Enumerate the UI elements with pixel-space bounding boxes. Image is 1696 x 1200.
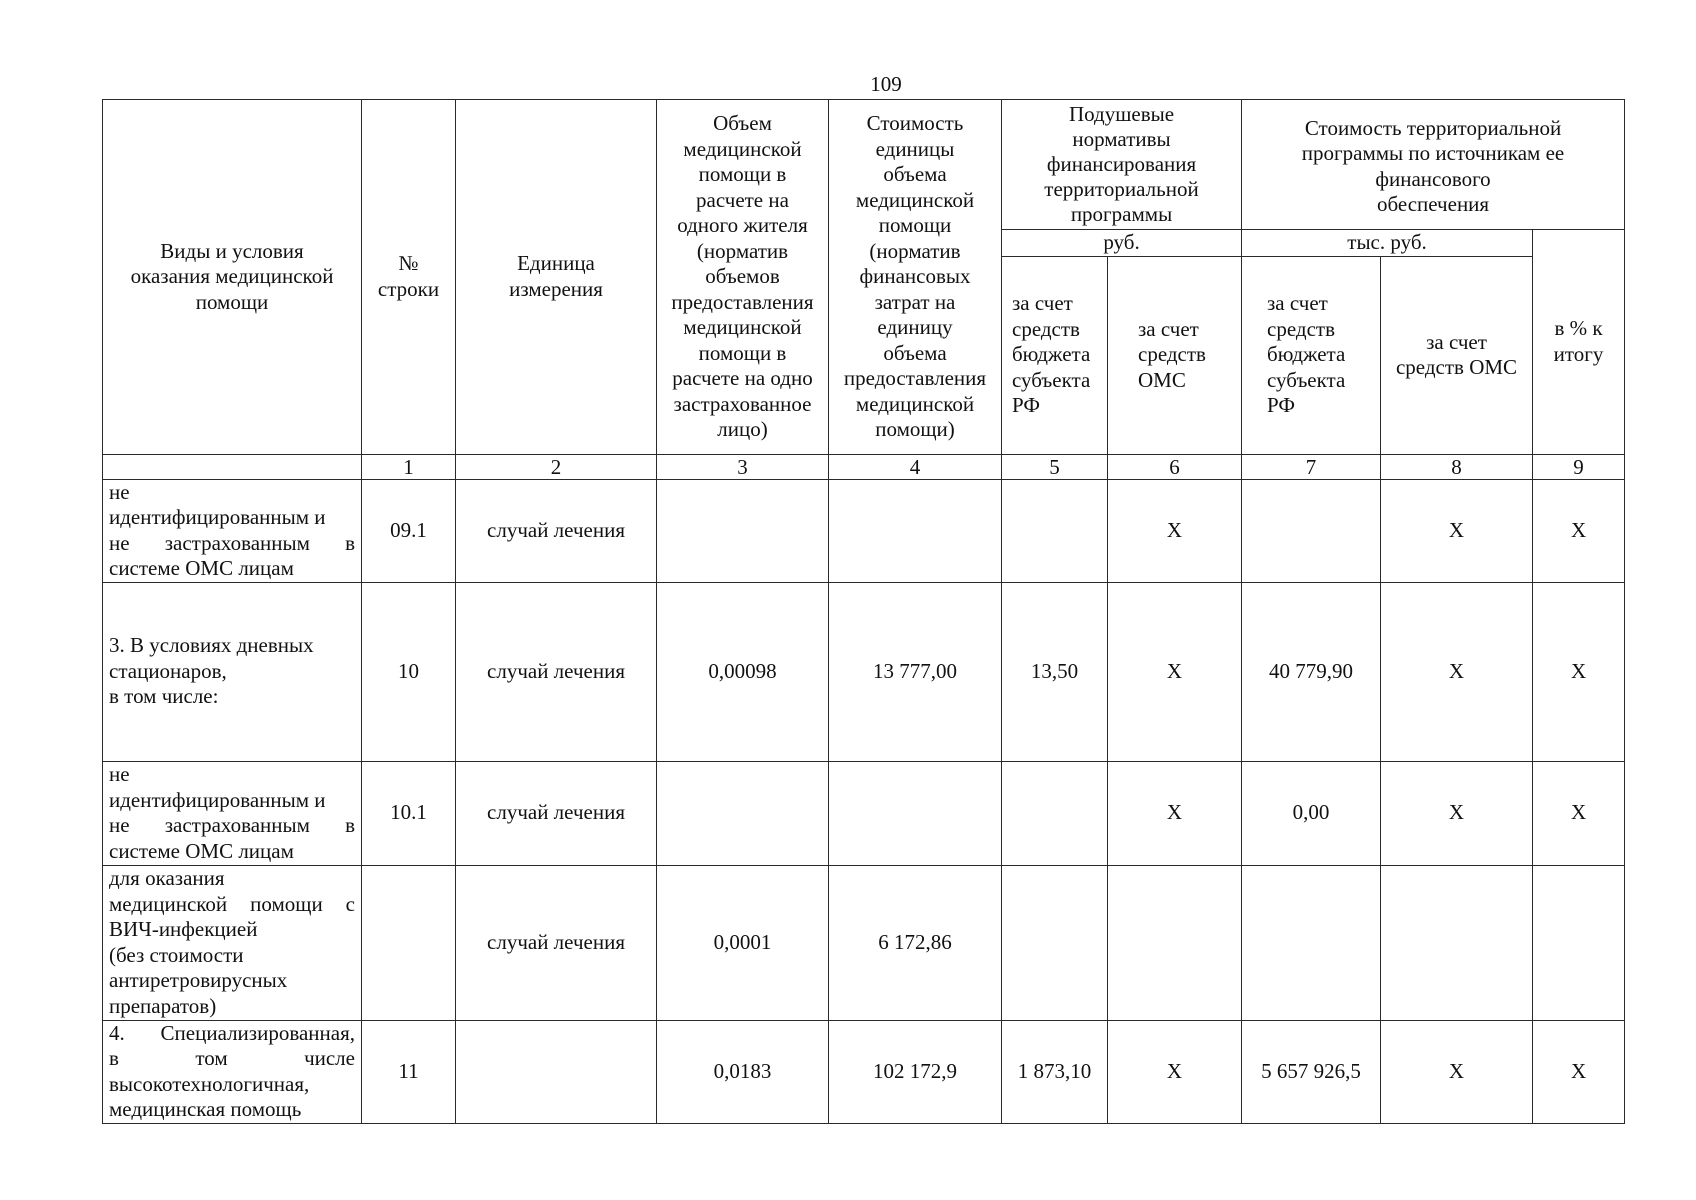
row-oms-thous: Х (1381, 761, 1533, 865)
row-percent (1533, 865, 1625, 1020)
row-name: 3. В условиях дневных стационаров, в том числе: (103, 582, 362, 761)
row-name: 4. Специализированная, в том числе высокотехнологичная, медицинская помощь (103, 1020, 362, 1123)
row-percent: Х (1533, 761, 1625, 865)
column-number-row (103, 454, 1625, 479)
row-name: не идентифицированным и не застрахованным в системе ОМС лицам (103, 479, 362, 582)
row-oms-thous: Х (1381, 1020, 1533, 1123)
row-oms-thous: Х (1381, 479, 1533, 582)
row-oms-rub (1108, 865, 1242, 1020)
row-unit (456, 1020, 657, 1123)
header-percent: в % к итогу (1533, 230, 1625, 455)
header-oms-rub: за счет средств ОМС (1108, 256, 1242, 454)
row-number (362, 865, 456, 1020)
row-cost-unit (829, 761, 1002, 865)
row-budget-thous (1242, 865, 1381, 1020)
row-budget-rub: 13,50 (1002, 582, 1108, 761)
row-percent: Х (1533, 1020, 1625, 1123)
column-number: 8 (1381, 454, 1533, 479)
row-oms-rub: Х (1108, 479, 1242, 582)
row-number: 09.1 (362, 479, 456, 582)
column-number: 5 (1002, 454, 1108, 479)
row-oms-thous (1381, 865, 1533, 1020)
row-percent: Х (1533, 479, 1625, 582)
page-number: 109 (870, 72, 902, 96)
row-volume: 0,00098 (657, 582, 829, 761)
table-row (103, 761, 1625, 865)
column-number: 6 (1108, 454, 1242, 479)
row-oms-rub: Х (1108, 1020, 1242, 1123)
table-row (103, 582, 1625, 761)
row-name: не идентифицированным и не застрахованным в системе ОМС лицам (103, 761, 362, 865)
row-budget-thous: 5 657 926,5 (1242, 1020, 1381, 1123)
header-kind: Виды и условия оказания медицинской помощи (103, 100, 362, 455)
table-row (103, 479, 1625, 582)
column-number: 9 (1533, 454, 1625, 479)
row-cost-unit: 13 777,00 (829, 582, 1002, 761)
row-budget-rub (1002, 761, 1108, 865)
row-oms-thous: Х (1381, 582, 1533, 761)
row-budget-rub: 1 873,10 (1002, 1020, 1108, 1123)
header-unit-thous-rub: тыс. руб. (1242, 230, 1533, 257)
row-volume (657, 761, 829, 865)
row-budget-thous: 0,00 (1242, 761, 1381, 865)
column-number: 4 (829, 454, 1002, 479)
row-budget-rub (1002, 865, 1108, 1020)
header-cost-program: Стоимость территориальной программы по источникам ее финансового обеспечения (1242, 100, 1625, 230)
row-unit: случай лечения (456, 761, 657, 865)
row-number: 10 (362, 582, 456, 761)
row-percent: Х (1533, 582, 1625, 761)
row-number: 11 (362, 1020, 456, 1123)
header-oms-thous: за счет средств ОМС (1381, 256, 1533, 454)
row-oms-rub: Х (1108, 582, 1242, 761)
row-budget-thous (1242, 479, 1381, 582)
header-unit: Единица измерения (456, 100, 657, 455)
header-row-no: № строки (362, 100, 456, 455)
column-number-empty (103, 454, 362, 479)
row-cost-unit: 102 172,9 (829, 1020, 1002, 1123)
row-number: 10.1 (362, 761, 456, 865)
header-cost-unit: Стоимость единицы объема медицинской помощи (норматив финансовых затрат на единицу объема предоставления медицинской помощи) (829, 100, 1002, 455)
header-per-capita: Подушевые нормативы финансирования территориальной программы (1002, 100, 1242, 230)
table-row (103, 1020, 1625, 1123)
financing-table (102, 99, 1625, 1124)
row-unit: случай лечения (456, 582, 657, 761)
column-number: 7 (1242, 454, 1381, 479)
row-volume (657, 479, 829, 582)
header-row-top (103, 100, 1625, 230)
row-cost-unit: 6 172,86 (829, 865, 1002, 1020)
column-number: 3 (657, 454, 829, 479)
header-volume: Объем медицинской помощи в расчете на одного жителя (норматив объемов предоставления медицинской помощи в расчете на одно застрахованное лицо) (657, 100, 829, 455)
row-volume: 0,0183 (657, 1020, 829, 1123)
row-unit: случай лечения (456, 479, 657, 582)
header-budget-rub: за счет средств бюджета субъекта РФ (1002, 256, 1108, 454)
row-cost-unit (829, 479, 1002, 582)
column-number: 2 (456, 454, 657, 479)
row-name: для оказания медицинской помощи с ВИЧ-инфекцией (без стоимости антиретровирусных препаратов) (103, 865, 362, 1020)
row-budget-rub (1002, 479, 1108, 582)
header-budget-thous: за счет средств бюджета субъекта РФ (1242, 256, 1381, 454)
table-row (103, 865, 1625, 1020)
row-volume: 0,0001 (657, 865, 829, 1020)
header-unit-rub: руб. (1002, 230, 1242, 257)
column-number: 1 (362, 454, 456, 479)
row-unit: случай лечения (456, 865, 657, 1020)
row-budget-thous: 40 779,90 (1242, 582, 1381, 761)
row-oms-rub: Х (1108, 761, 1242, 865)
